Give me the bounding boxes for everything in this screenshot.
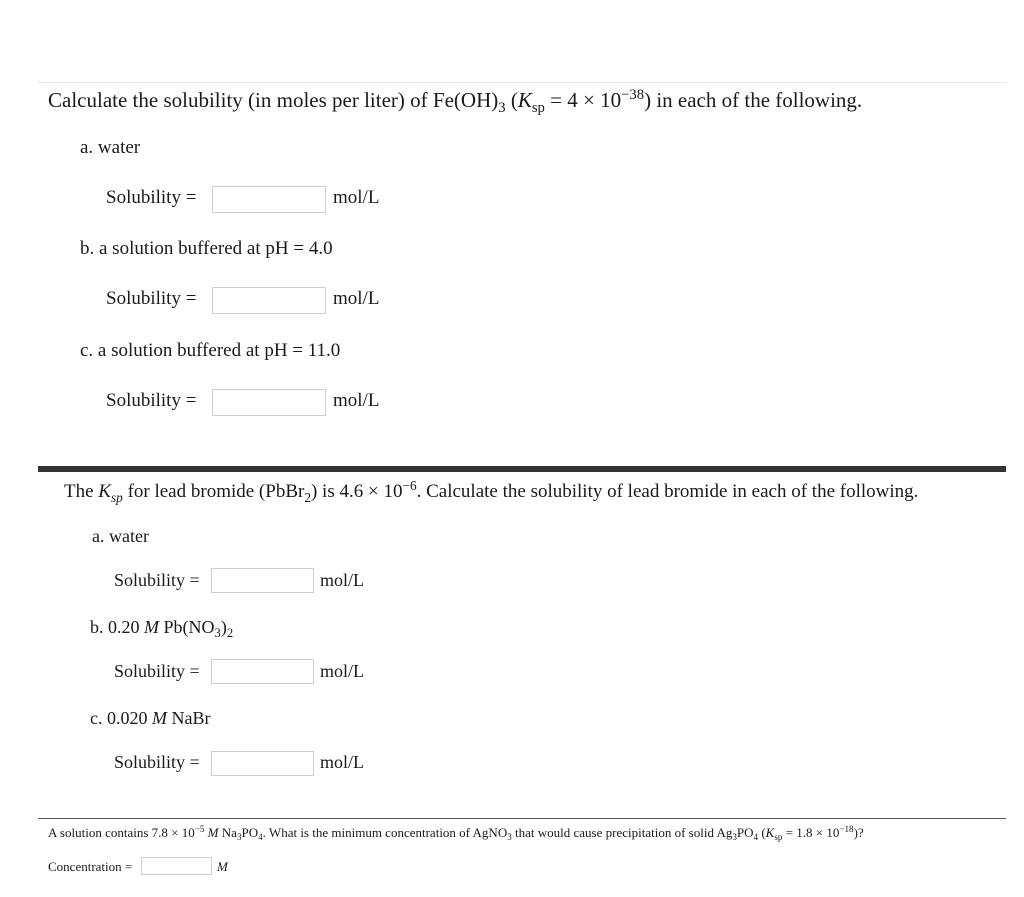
- q1-ksp-exponent: −38: [621, 86, 645, 103]
- q1-part-a-answer-label: Solubility =: [106, 187, 197, 208]
- q1-intro-suffix: ) in each of the following.: [644, 88, 863, 112]
- q2-part-c-formula: NaBr: [167, 708, 211, 728]
- q3-exponent-1: −5: [194, 824, 205, 834]
- q2-part-b-answer-label: Solubility =: [114, 661, 200, 681]
- q2-part-b-formula: Pb(NO: [159, 617, 215, 637]
- q1-k-symbol: K: [517, 88, 532, 112]
- q2-intro-suffix: . Calculate the solubility of lead bromide in each of the following.: [416, 481, 919, 502]
- q1-part-b-unit: mol/L: [333, 288, 380, 309]
- q3-molarity: M: [207, 825, 219, 840]
- q3-agno-sub: 3: [507, 832, 512, 843]
- q1-prompt: [48, 86, 863, 117]
- q2-part-c-solubility-input[interactable]: [211, 751, 314, 776]
- q3-po2: PO: [736, 825, 754, 840]
- q3-k-sub: sp: [774, 832, 783, 843]
- q1-compound-subscript: 3: [498, 100, 506, 117]
- q2-part-b-sub2: 2: [226, 626, 234, 641]
- q1-ksp-value: = 4 × 10: [544, 88, 622, 112]
- q2-part-c-unit: mol/L: [320, 752, 364, 772]
- q2-part-b-unit: mol/L: [320, 661, 364, 681]
- q3-text-5: = 1.8 × 10: [782, 825, 840, 840]
- q2-part-b-prefix: b. 0.20: [90, 617, 144, 637]
- q2-k-symbol: K: [98, 481, 111, 502]
- q3-unit: M: [217, 859, 228, 874]
- q1-part-c-label: c. a solution buffered at pH = 11.0: [80, 340, 341, 361]
- q3-text-2: . What is the minimum concentration of AgNO: [262, 825, 508, 840]
- q3-concentration-input[interactable]: [141, 857, 212, 875]
- q1-part-c-answer-label: Solubility =: [106, 390, 197, 411]
- q2-part-b-solubility-input[interactable]: [211, 659, 314, 684]
- q1-part-c-solubility-input[interactable]: [212, 389, 326, 416]
- q1-part-c-unit: mol/L: [333, 390, 380, 411]
- top-divider: [38, 82, 1006, 83]
- q3-na: Na: [218, 825, 237, 840]
- q3-prompt: [48, 825, 864, 841]
- q3-po2-sub: 4: [753, 832, 759, 843]
- q2-intro-prefix: The: [64, 481, 99, 502]
- q2-intro-mid: for lead bromide (PbBr: [122, 481, 305, 502]
- q3-text-3: that would cause precipitation of solid Ag: [511, 825, 733, 840]
- q2-ksp-exponent: −6: [402, 477, 417, 493]
- q1-k-subscript: sp: [531, 100, 545, 117]
- q2-part-c-label: [90, 708, 211, 729]
- q2-ksp-value: ) is 4.6 × 10: [310, 481, 403, 502]
- q3-text-1: A solution contains 7.8 × 10: [48, 825, 195, 840]
- q2-part-c-answer-label: Solubility =: [114, 752, 200, 772]
- q3-po-sub: 4: [258, 832, 263, 843]
- q2-part-a-answer-label: Solubility =: [114, 570, 200, 590]
- q3-text-4: (: [758, 825, 766, 840]
- q1-part-a-label: a. water: [80, 137, 141, 158]
- q2-part-b-sub: 3: [214, 626, 221, 641]
- q2-part-a-solubility-input[interactable]: [211, 568, 314, 593]
- q1-part-b-answer-label: Solubility =: [106, 288, 197, 309]
- q2-part-b-molarity: M: [144, 617, 159, 637]
- q3-po: PO: [241, 825, 259, 840]
- q1-part-a-solubility-input[interactable]: [212, 186, 326, 213]
- q2-part-b-label: [90, 617, 234, 641]
- q2-part-c-molarity: M: [152, 708, 167, 728]
- q2-prompt: [64, 477, 919, 505]
- q3-divider: [38, 818, 1006, 819]
- q1-part-a-unit: mol/L: [333, 187, 380, 208]
- q3-ag-sub: 3: [732, 832, 737, 843]
- q2-k-subscript: sp: [110, 489, 123, 505]
- q2-formula-subscript: 2: [304, 489, 311, 505]
- section-divider: [38, 466, 1006, 472]
- q2-part-a-unit: mol/L: [320, 570, 364, 590]
- q3-k-symbol: K: [765, 825, 775, 840]
- q3-answer-label: Concentration =: [48, 859, 133, 874]
- q3-text-6: )?: [853, 825, 864, 840]
- q2-part-a-label: a. water: [92, 526, 149, 546]
- q1-intro-prefix: Calculate the solubility (in moles per liter) of: [48, 88, 433, 112]
- q3-exponent-2: −18: [839, 824, 854, 834]
- q2-part-c-prefix: c. 0.020: [90, 708, 152, 728]
- q3-na-sub: 3: [236, 832, 242, 843]
- q1-compound: Fe(OH): [432, 88, 499, 112]
- q2-part-b-paren: ): [220, 617, 227, 637]
- q1-part-b-solubility-input[interactable]: [212, 287, 326, 314]
- q1-part-b-label: b. a solution buffered at pH = 4.0: [80, 238, 333, 259]
- q1-paren: (: [505, 88, 518, 112]
